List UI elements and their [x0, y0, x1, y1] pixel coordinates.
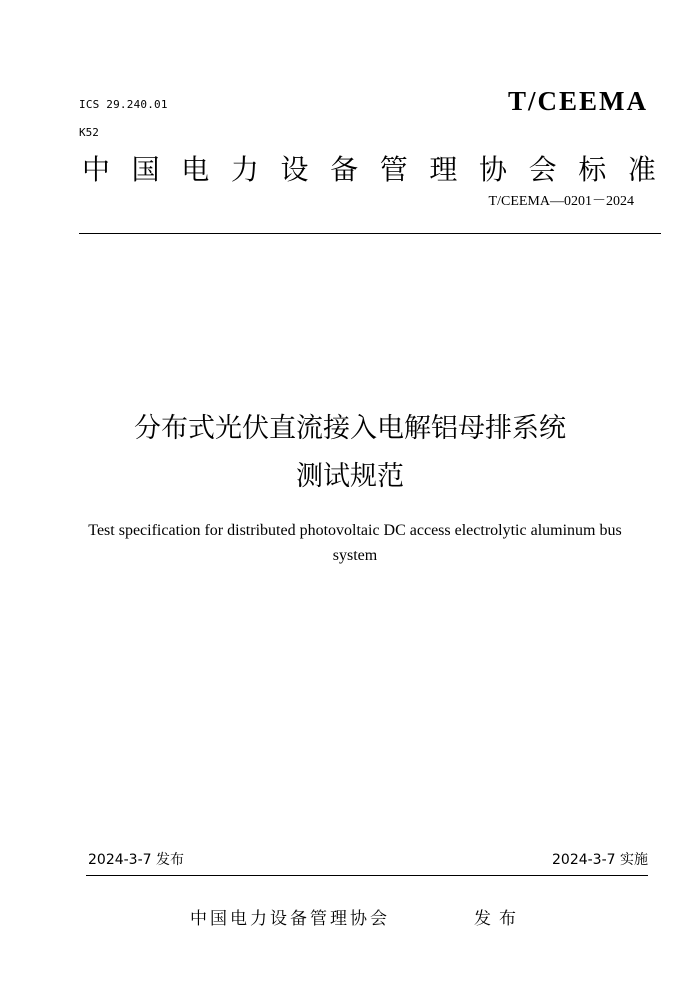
- org-title-char: 管: [379, 153, 408, 186]
- footer-divider: [86, 875, 648, 876]
- org-title-char: 力: [230, 153, 259, 186]
- org-title-char: 中: [82, 153, 111, 186]
- org-title-char: 备: [330, 153, 359, 186]
- org-title-char: 理: [429, 153, 458, 186]
- implement-date: 2024-3-7 实施: [552, 852, 648, 868]
- org-title-char: 会: [528, 153, 557, 186]
- title-en: Test specification for distributed photovoltaic DC access electrolytic aluminum bus system: [88, 522, 622, 564]
- issuer-name: 中国电力设备管理协会: [190, 909, 390, 929]
- org-title-char: 设: [280, 153, 309, 186]
- title-cn-line1: 分布式光伏直流接入电解铝母排系统: [134, 413, 566, 444]
- ics-code: ICS 29.240.01: [79, 98, 168, 111]
- brand-logo-text: T/CEEMA: [507, 86, 648, 116]
- title-cn-line2: 测试规范: [296, 461, 404, 492]
- org-title-char: 电: [181, 153, 210, 186]
- ccs-code: K52: [79, 126, 99, 139]
- standard-code: T/CEEMA—0201－2024: [488, 194, 634, 209]
- organization-standard-title: [82, 148, 656, 188]
- publish-date: 2024-3-7 发布: [88, 852, 184, 868]
- org-title-char: 标: [578, 153, 607, 186]
- issue-word: 发布: [474, 909, 524, 929]
- header-divider: [79, 233, 661, 234]
- org-title-char: 协: [479, 153, 508, 186]
- org-title-char: 准: [627, 153, 656, 186]
- org-title-char: 国: [131, 153, 160, 186]
